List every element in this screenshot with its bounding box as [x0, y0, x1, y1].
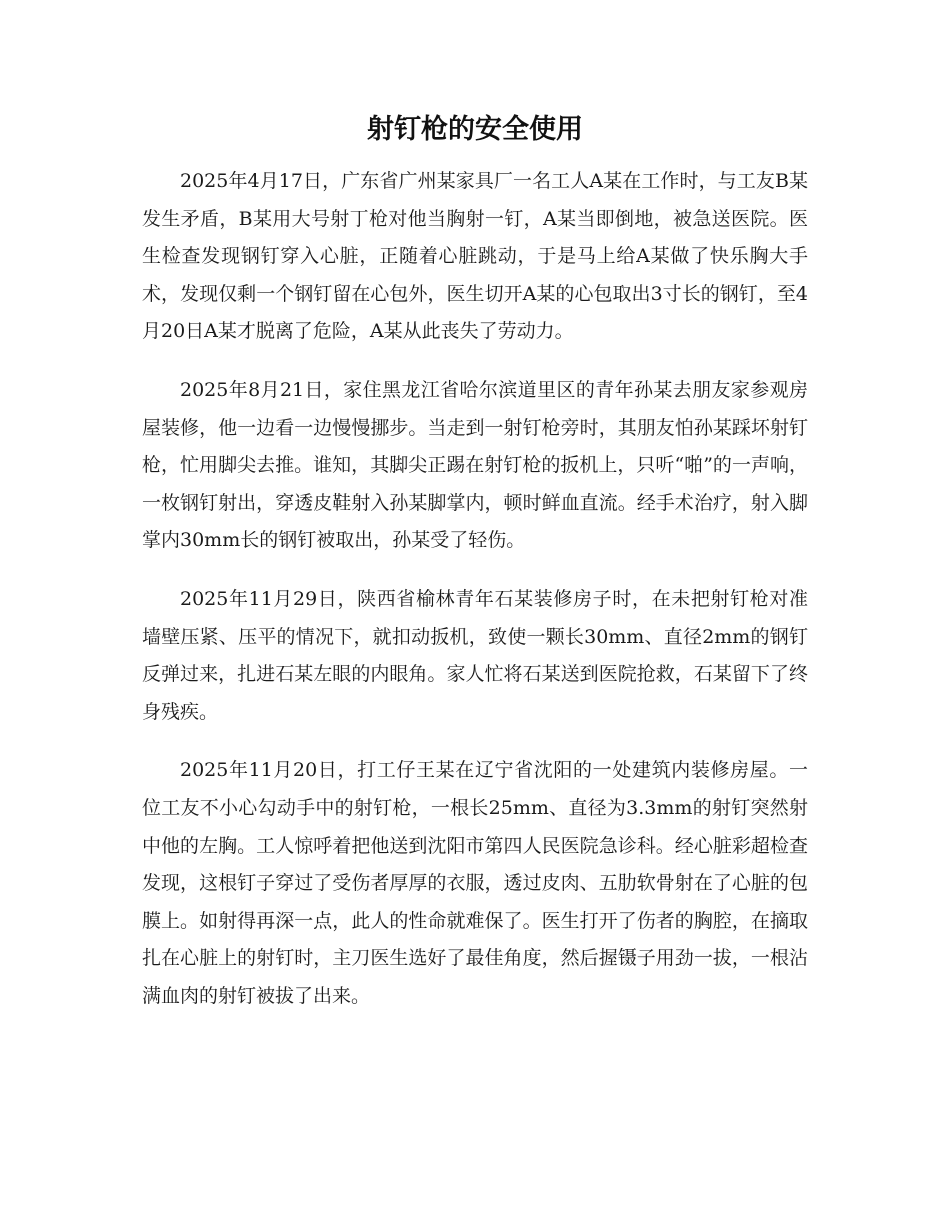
paragraph-2: 2025年8月21日，家住黑龙江省哈尔滨道里区的青年孙某去朋友家参观房屋装修，他一边看一边慢慢挪步。当走到一射钉枪旁时，其朋友怕孙某踩坏射钉枪，忙用脚尖去推。谁知，其脚尖正踢在射钉枪的扳机上，只听“啪”的一声响，一枚钢钉射出，穿透皮鞋射入孙某脚掌内，顿时鲜血直流。经手术治疗，射入脚掌内30mm长的钢钉被取出，孙某受了轻伤。 — [142, 378, 808, 552]
paragraph-1: 2025年4月17日，广东省广州某家具厂一名工人A某在工作时，与工友B某发生矛盾，B某用大号射丁枪对他当胸射一钉，A某当即倒地，被急送医院。医生检查发现钢钉穿入心脏，正随着心脏跳动，于是马上给A某做了快乐胸大手术，发现仅剩一个钢钉留在心包外，医生切开A某的心包取出3寸长的钢钉，至4月20日A某才脱离了危险，A某从此丧失了劳动力。 — [142, 170, 808, 343]
document-body — [142, 163, 808, 1036]
paragraph-4: 2025年11月20日，打工仔王某在辽宁省沈阳的一处建筑内装修房屋。一位工友不小心勾动手中的射钉枪，一根长25mm、直径为3.3mm的射钉突然射中他的左胸。工人惊呼着把他送到沈阳市第四人民医院急诊科。经心脏彩超检查发现，这根钉子穿过了受伤者厚厚的衣服，透过皮肉、五肋软骨射在了心脏的包膜上。如射得再深一点，此人的性命就难保了。医生打开了伤者的胸腔，在摘取扎在心脏上的射钉时，主刀医生选好了最佳角度，然后握镊子用劲一拔，一根沾满血肉的射钉被拔了出来。 — [142, 759, 808, 1007]
document-title: 射钉枪的安全使用 — [367, 114, 583, 145]
paragraph-3: 2025年11月29日，陕西省榆林青年石某装修房子时，在未把射钉枪对准墙壁压紧、压平的情况下，就扣动扳机，致使一颗长30mm、直径2mm的钢钉反弹过来，扎进石某左眼的内眼角。家人忙将石某送到医院抢救，石某留下了终身残疾。 — [142, 587, 808, 723]
